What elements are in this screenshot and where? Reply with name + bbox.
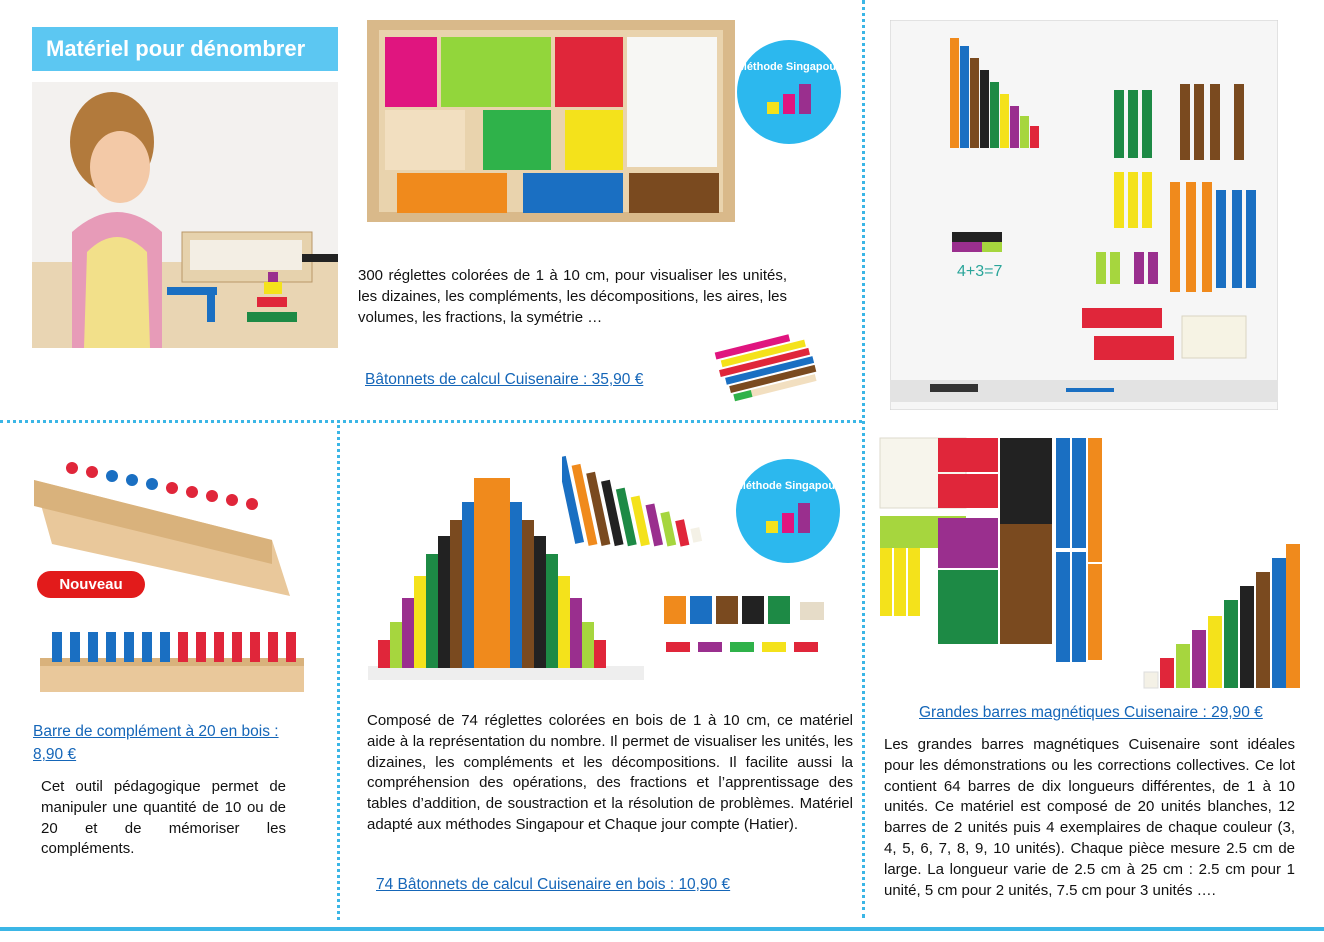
wooden-rods-description: Composé de 74 réglettes colorées en bois de 1 à 10 cm, ce matériel aide à la représentation du nombre. Il permet de visualiser les unités, les dizaines, les compléments et les décompositions. Il facilite aussi la compréhension des opérations, des fractions et l’apprentissage des tables d’addition, de soustraction et la résolution de problèmes. Matériel adapté aux méthodes Singapour et Chaque jour compte (Hatier). (367, 712, 853, 833)
vertical-divider-left (337, 420, 340, 920)
new-badge: Nouveau (37, 571, 145, 598)
cuisenaire-box-image (367, 20, 735, 222)
wooden-rods-link[interactable]: 74 Bâtonnets de calcul Cuisenaire en bois : 10,90 € (376, 876, 731, 893)
vertical-divider-right (862, 0, 865, 918)
bottom-bar (0, 927, 1324, 931)
magnetic-bars-description: Les grandes barres magnétiques Cuisenaire sont idéales pour les démonstrations ou les corrections collectives. Ce lot contient 64 barres de dix longueurs différentes, de 1 à 10 unités. Ce matériel est composé de 20 unités blanches, 12 barres de 2 unités puis 4 exemplaires de chaque couleur (3, 4, 5, 6, 7, 8, 9, 10 unités). Chaque pièce mesure 2.5 cm de large. La longueur varie de 2.5 cm à 25 cm : 2.5 cm pour 1 unité, 5 cm pour 2 unités, 7.5 cm pour 3 unités …. (884, 736, 1295, 899)
page-title: Matériel pour dénombrer (32, 27, 338, 71)
rods-bundle-image (714, 322, 824, 414)
singapore-badge (737, 40, 841, 144)
rod-groups-image (660, 590, 830, 664)
child-photo (32, 82, 338, 348)
whiteboard-image (890, 20, 1278, 410)
complement-bar-link-line2: 8,90 € (33, 746, 77, 763)
horizontal-divider (0, 420, 862, 423)
singapore-label: Méthode Singapour (737, 61, 841, 73)
complement-bar-link-line1: Barre de complément à 20 en bois : (33, 723, 279, 740)
complement-bar-description: Cet outil pédagogique permet de manipuler une quantité de 10 ou de 20 et de mémoriser les compléments. (41, 778, 286, 858)
cuisenaire-box-description: 300 réglettes colorées de 1 à 10 cm, pour visualiser les unités, les dizaines, les compléments, les décompositions, les aires, les volumes, les fractions, la symétrie … (358, 267, 787, 326)
cuisenaire-box-link[interactable]: Bâtonnets de calcul Cuisenaire : 35,90 € (365, 371, 644, 388)
magnetic-bars-image (876, 434, 1300, 694)
singapore-badge-bottom (736, 459, 840, 563)
complement-bar-link[interactable] (33, 720, 323, 766)
complement-bar-image-bottom (40, 626, 304, 696)
singapore-label-bottom: Méthode Singapour (736, 480, 840, 492)
whiteboard-equation: 4+3=7 (957, 263, 1003, 280)
wooden-rods-fan-image (562, 450, 722, 554)
magnetic-bars-link[interactable]: Grandes barres magnétiques Cuisenaire : 29,90 € (919, 704, 1263, 721)
